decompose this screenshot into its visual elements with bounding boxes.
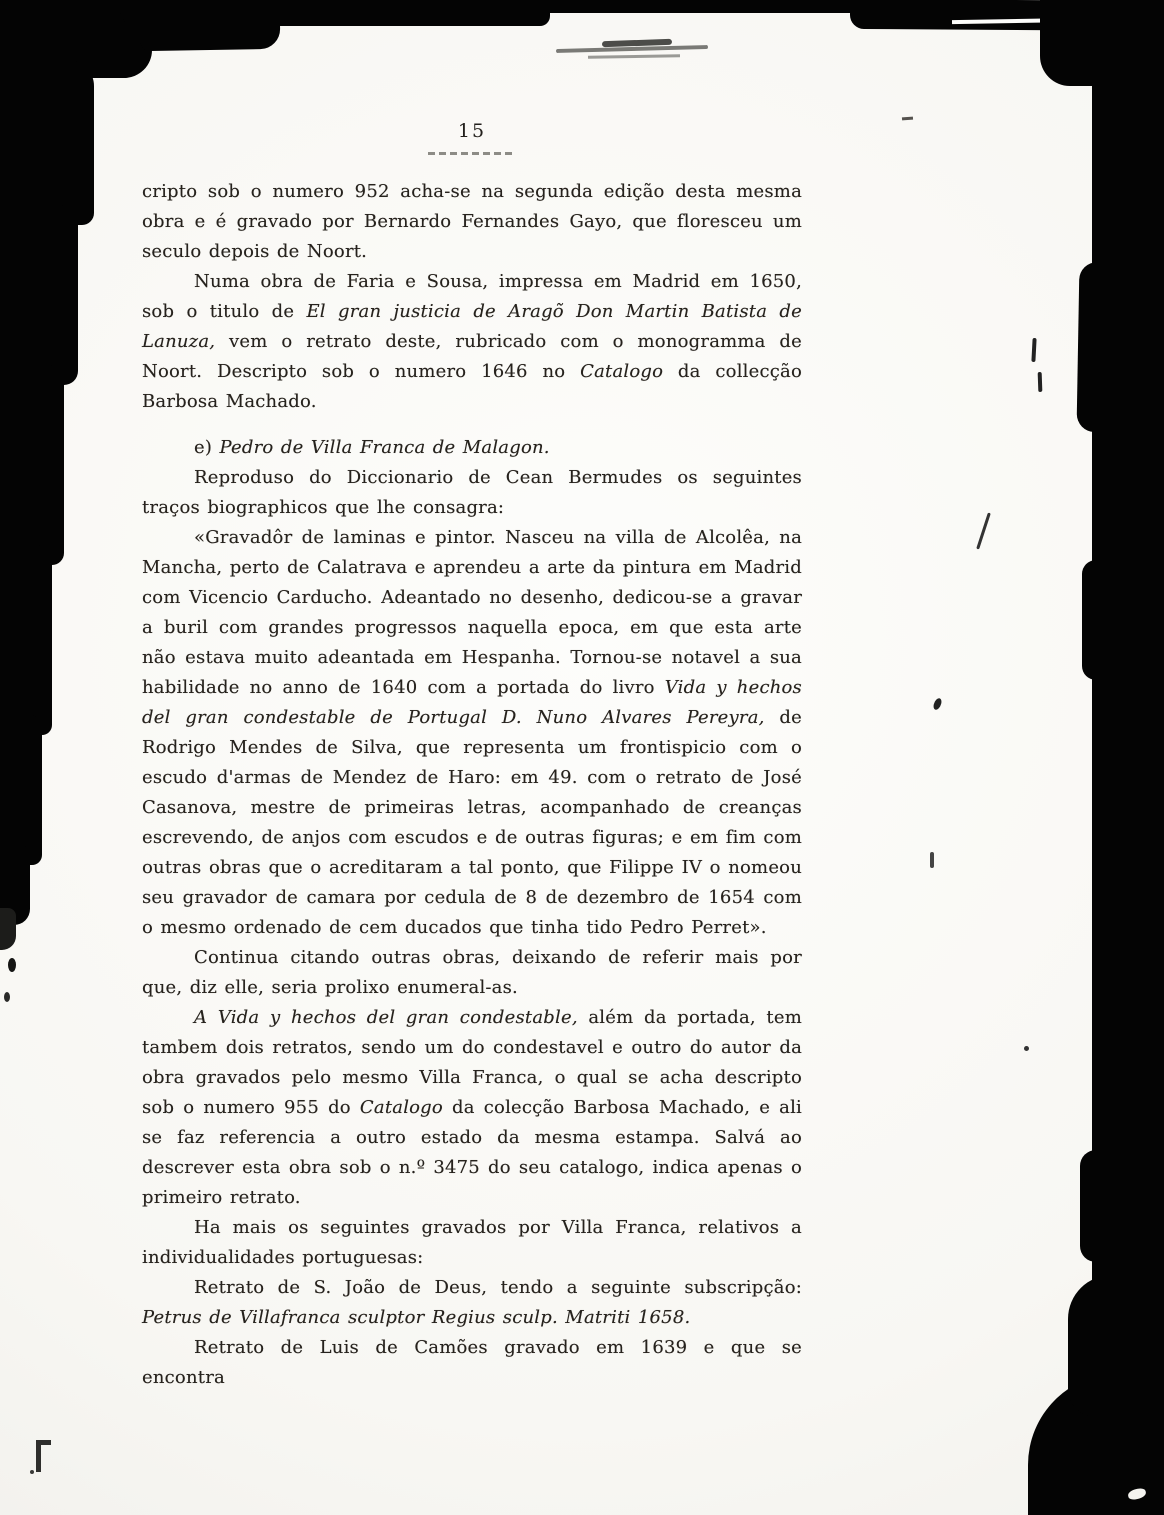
text-segment: de Rodrigo Mendes de Silva, que representa um frontispicio com o escudo d'armas de Mendez de Haro: em 49. com o retrato de José Casanova, mestre de primeiras letras, acompanhado de creanças escrevendo, de anjos com escudos e de outras figuras; e em fim com outras obras que o acreditaram a tal ponto, que Filippe IV o nomeou seu gravador de camara por cedula de 8 de dezembro de 1654 com o mesmo ordenado de cem ducados que tinha tido Pedro Perret». [142, 707, 802, 938]
scan-edge-top-2 [470, 0, 910, 13]
italic-text-segment: Catalogo [580, 361, 664, 382]
scan-edge-left-5 [0, 715, 42, 865]
ink-fleck-right-margin-1 [1031, 338, 1036, 362]
text-segment: Retrato de S. João de Deus, tendo a seguinte subscripção: [194, 1277, 802, 1298]
italic-text-segment: Pedro de Villa Franca de Malagon. [219, 437, 550, 458]
italic-text-segment: Catalogo [359, 1097, 443, 1118]
italic-text-segment: A Vida y hechos del gran condestable, [194, 1007, 578, 1028]
text-segment: Retrato de Luis de Camões gravado em 1639 e que se encontra [142, 1337, 802, 1388]
text-segment: Reproduso do Diccionario de Cean Bermudes os seguintes traços biographicos que lhe consagra: [142, 467, 802, 518]
scan-edge-left-1 [0, 60, 94, 225]
paragraph [142, 523, 802, 943]
italic-text-segment: El gran justicia de Aragõ Don Martin Batista de Lanuza, [142, 301, 802, 352]
paragraph [142, 267, 802, 417]
ink-fleck-right-margin-4 [933, 697, 943, 710]
paragraph [142, 1333, 802, 1393]
ink-speck-left-1 [8, 958, 16, 972]
paragraph [142, 1273, 802, 1333]
paragraph [142, 433, 802, 463]
scan-corner-bottom-right-2 [1068, 1275, 1164, 1417]
ink-smudge-top-center-1 [556, 45, 708, 53]
scan-edge-left-2 [0, 205, 78, 385]
italic-text-segment: Vida y hechos del gran condestable de Portugal D. Nuno Alvares Pereyra, [142, 677, 802, 728]
text-segment: da colecção Barbosa Machado, e ali se faz referencia a outro estado da mesma estampa. Salvá ao descrever esta obra sob o n.º 3475 do seu catalogo, indica apenas o primeiro retrato. [142, 1097, 802, 1208]
text-segment: Continua citando outras obras, deixando de referir mais por que, diz elle, seria prolixo enumeral-as. [142, 947, 802, 998]
ink-mark-bottom-left-2 [36, 1444, 41, 1472]
ink-fleck-right-margin-3 [976, 512, 991, 549]
paragraph [142, 177, 802, 267]
paragraph [142, 1003, 802, 1213]
text-segment: e) [194, 437, 220, 458]
page-number-underline [428, 152, 516, 155]
paragraph [142, 1213, 802, 1273]
ink-mark-bottom-left-3 [30, 1470, 34, 1474]
ink-fleck-right-margin-5 [930, 852, 934, 868]
text-segment: vem o retrato deste, rubricado com o monogramma de Noort. Descripto sob o numero 1646 no [142, 331, 802, 382]
text-segment: além da portada, tem tambem dois retratos, sendo um do condestavel e outro do autor da obra gravados pelo mesmo Villa Franca, o qual se acha descripto sob o numero 955 do [142, 1007, 802, 1118]
italic-text-segment: Petrus de Villafranca sculptor Regius sculp. Matriti 1658. [142, 1307, 691, 1328]
scan-edge-right-bump-2 [1082, 560, 1102, 680]
scan-corner-top-right [1040, 0, 1164, 86]
text-block [142, 177, 802, 1393]
ink-smudge-top-center-2 [588, 54, 680, 59]
ink-fleck-top-right [902, 117, 913, 121]
text-segment: cripto sob o numero 952 acha-se na segunda edição desta mesma obra e é gravado por Bernardo Fernandes Gayo, que floresceu um seculo depois de Noort. [142, 181, 802, 262]
text-segment: Ha mais os seguintes gravados por Villa Franca, relativos a individualidades portuguesas: [142, 1217, 802, 1268]
text-segment: da collecção Barbosa Machado. [142, 361, 802, 412]
ink-speck-left-2 [4, 992, 10, 1002]
page-content [142, 120, 802, 1393]
ink-fleck-right-margin-2 [1038, 372, 1043, 392]
text-segment: Numa obra de Faria e Sousa, impressa em Madrid em 1650, sob o titulo de [142, 271, 802, 322]
text-segment: «Gravadôr de laminas e pintor. Nasceu na villa de Alcolêa, na Mancha, perto de Calatrava e aprendeu a arte da pintura em Madrid com Vicencio Carducho. Adeantado no desenho, dedicou-se a gravar a buril com grandes progressos naquella epoca, em que esta arte não estava muito adeantada em Hespanha. Tornou-se notavel a sua habilidade no anno de 1640 com a portada do livro [142, 527, 802, 698]
scan-edge-left-4 [0, 545, 52, 735]
scan-edge-left-3 [0, 365, 64, 565]
scan-edge-right-bump-1 [1077, 262, 1106, 432]
scan-edge-right-bump-3 [1080, 1150, 1106, 1262]
ink-fleck-right-margin-6 [1024, 1046, 1029, 1051]
scan-edge-left-tail [0, 908, 16, 950]
paragraph [142, 943, 802, 1003]
page-number: 15 [457, 120, 487, 142]
paragraph [142, 463, 802, 523]
